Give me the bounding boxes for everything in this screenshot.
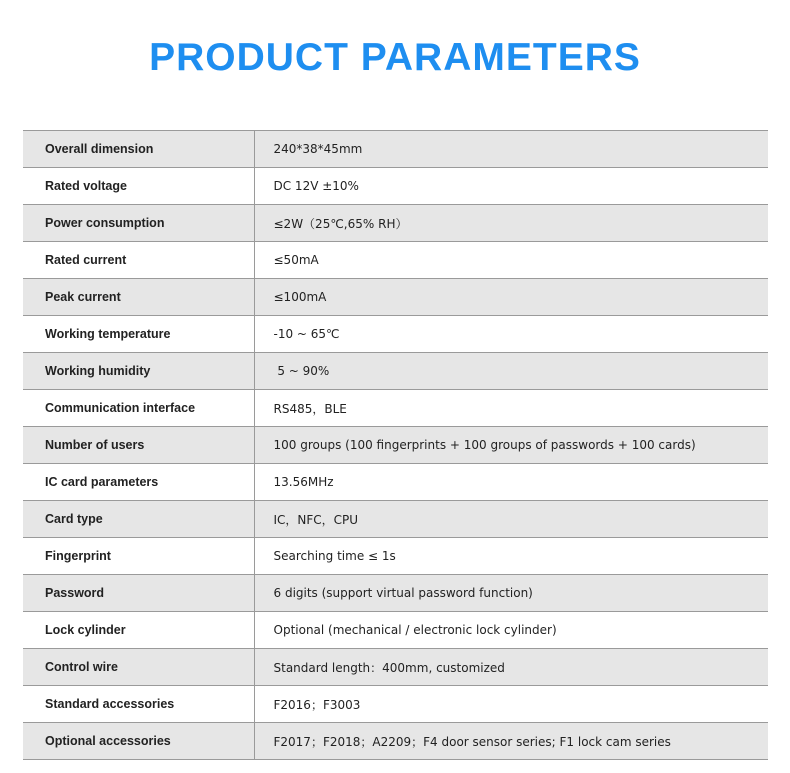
param-value: Optional (mechanical / electronic lock cylinder) xyxy=(254,612,768,649)
table-row xyxy=(23,427,768,464)
table-row xyxy=(23,205,768,242)
table-row xyxy=(23,390,768,427)
param-value: 100 groups (100 fingerprints + 100 groups of passwords + 100 cards) xyxy=(254,427,768,464)
table-row xyxy=(23,538,768,575)
param-value: ≤2W（25℃,65% RH） xyxy=(254,205,768,242)
param-value: ≤100mA xyxy=(254,279,768,316)
table-row xyxy=(23,649,768,686)
param-label: Control wire xyxy=(23,649,254,686)
table-row xyxy=(23,501,768,538)
table-row xyxy=(23,723,768,760)
param-label: Lock cylinder xyxy=(23,612,254,649)
page-title: PRODUCT PARAMETERS xyxy=(149,36,641,79)
param-label: Fingerprint xyxy=(23,538,254,575)
table-row xyxy=(23,131,768,168)
table-row xyxy=(23,242,768,279)
param-value: IC，NFC，CPU xyxy=(254,501,768,538)
param-value: Searching time ≤ 1s xyxy=(254,538,768,575)
param-label: IC card parameters xyxy=(23,464,254,501)
param-label: Rated voltage xyxy=(23,168,254,205)
param-label: Optional accessories xyxy=(23,723,254,760)
param-value: Standard length：400mm, customized xyxy=(254,649,768,686)
param-label: Communication interface xyxy=(23,390,254,427)
param-value: 13.56MHz xyxy=(254,464,768,501)
param-value: 5 ~ 90% xyxy=(254,353,768,390)
parameters-table-body xyxy=(23,131,768,760)
table-row xyxy=(23,316,768,353)
param-value: F2017；F2018；A2209；F4 door sensor series; F1 lock cam series xyxy=(254,723,768,760)
param-value: 6 digits (support virtual password function) xyxy=(254,575,768,612)
param-value: F2016；F3003 xyxy=(254,686,768,723)
param-value: RS485，BLE xyxy=(254,390,768,427)
param-label: Working humidity xyxy=(23,353,254,390)
table-row xyxy=(23,353,768,390)
param-label: Overall dimension xyxy=(23,131,254,168)
param-label: Number of users xyxy=(23,427,254,464)
param-label: Power consumption xyxy=(23,205,254,242)
param-label: Card type xyxy=(23,501,254,538)
param-label: Working temperature xyxy=(23,316,254,353)
param-label: Standard accessories xyxy=(23,686,254,723)
table-row xyxy=(23,575,768,612)
table-row xyxy=(23,464,768,501)
param-label: Password xyxy=(23,575,254,612)
parameters-table xyxy=(23,130,768,760)
param-label: Peak current xyxy=(23,279,254,316)
param-value: ≤50mA xyxy=(254,242,768,279)
table-row xyxy=(23,686,768,723)
param-value: DC 12V ±10% xyxy=(254,168,768,205)
table-row xyxy=(23,168,768,205)
table-row xyxy=(23,279,768,316)
table-row xyxy=(23,612,768,649)
param-value: -10 ~ 65℃ xyxy=(254,316,768,353)
param-label: Rated current xyxy=(23,242,254,279)
param-value: 240*38*45mm xyxy=(254,131,768,168)
